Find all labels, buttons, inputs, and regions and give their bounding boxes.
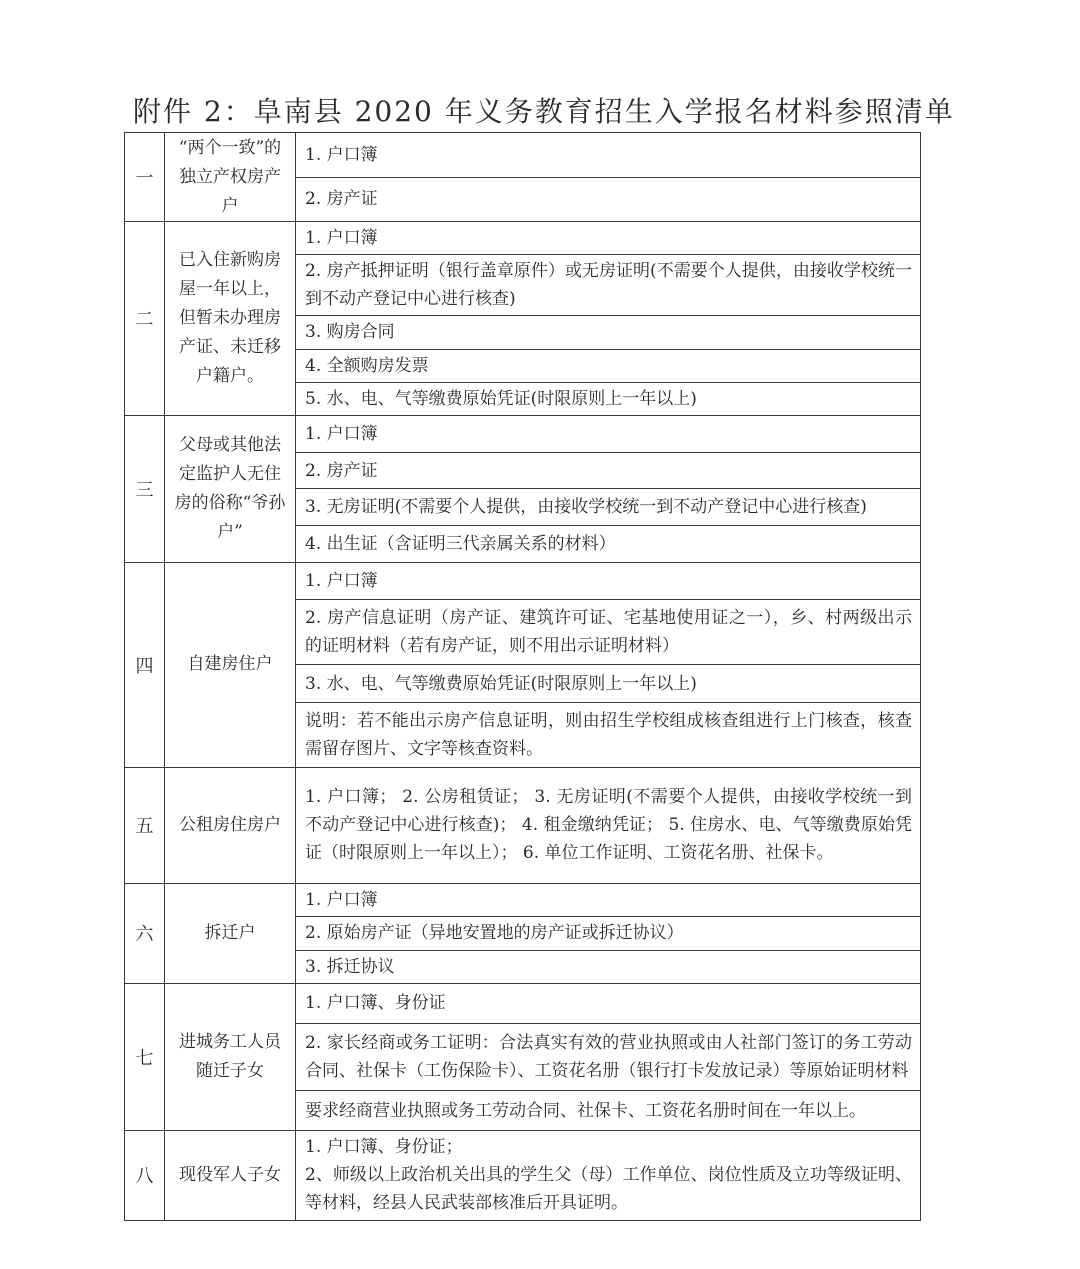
section-category: 现役军人子女 bbox=[165, 1130, 296, 1220]
list-item: 1. 户口簿 bbox=[296, 416, 920, 453]
table-row bbox=[125, 133, 921, 222]
section-category: 自建房住户 bbox=[165, 562, 296, 767]
list-item: 2. 家长经商或务工证明：合法真实有效的营业执照或由人社部门签订的务工劳动合同、社保卡（工伤保险卡）、工资花名册（银行打卡发放记录）等原始证明材料 bbox=[296, 1024, 920, 1092]
section-category: 进城务工人员随迁子女 bbox=[165, 983, 296, 1130]
list-item: 2. 房产证 bbox=[305, 189, 378, 210]
section-items bbox=[296, 983, 921, 1130]
list-item: 5. 水、电、气等缴费原始凭证(时限原则上一年以上) bbox=[305, 388, 697, 409]
table-row bbox=[125, 983, 921, 1130]
section-items bbox=[296, 133, 921, 222]
table-row bbox=[125, 767, 921, 883]
table-row bbox=[125, 222, 921, 416]
section-category: “两个一致”的独立产权房产户 bbox=[165, 133, 296, 222]
list-item: 说明：若不能出示房产信息证明，则由招生学校组成核查组进行上门核查，核查需留存图片、文字等核查资料。 bbox=[305, 710, 912, 759]
section-number: 五 bbox=[125, 767, 165, 883]
section-items bbox=[296, 562, 921, 767]
section-category: 拆迁户 bbox=[165, 883, 296, 983]
section-number: 六 bbox=[125, 883, 165, 983]
section-number: 三 bbox=[125, 415, 165, 562]
list-item: 1. 户口簿 bbox=[296, 884, 920, 917]
list-item: 4. 全额购房发票 bbox=[296, 350, 920, 383]
list-item: 2. 房产证 bbox=[296, 453, 920, 490]
list-item: 1. 户口簿 bbox=[296, 133, 920, 178]
list-item: 3. 拆迁协议 bbox=[305, 956, 395, 977]
section-items bbox=[296, 415, 921, 562]
list-item: 1. 户口簿； 2. 公房租赁证； 3. 无房证明(不需要个人提供，由接收学校统一到不动产登记中心进行核查)； 4. 租金缴纳凭证； 5. 住房水、电、气等缴费原始凭证（时限原则上一年以上）； 6. 单位工作证明、工资花名册、社保卡。 bbox=[305, 787, 912, 864]
list-item: 1. 户口簿 bbox=[296, 563, 920, 600]
list-item: 3. 购房合同 bbox=[296, 316, 920, 349]
table-row bbox=[125, 562, 921, 767]
section-number: 七 bbox=[125, 983, 165, 1130]
table-row bbox=[125, 1130, 921, 1220]
list-item: 1. 户口簿、身份证 bbox=[296, 984, 920, 1024]
page-title: 附件 2：阜南县 2020 年义务教育招生入学报名材料参照清单 bbox=[133, 95, 955, 128]
table-row bbox=[125, 415, 921, 562]
section-number: 四 bbox=[125, 562, 165, 767]
materials-table bbox=[124, 132, 921, 1221]
section-items bbox=[296, 222, 921, 416]
section-category: 公租房住房户 bbox=[165, 767, 296, 883]
section-number: 一 bbox=[125, 133, 165, 222]
section-number: 二 bbox=[125, 222, 165, 416]
section-category: 已入住新购房屋一年以上，但暂未办理房产证、未迁移户籍户。 bbox=[165, 222, 296, 416]
section-items bbox=[296, 1130, 921, 1220]
list-item: 1. 户口簿 bbox=[296, 222, 920, 255]
table-row bbox=[125, 883, 921, 983]
section-items bbox=[296, 767, 921, 883]
list-item: 1. 户口簿、身份证； 2、师级以上政治机关出具的学生父（母）工作单位、岗位性质及立功等级证明、等材料，经县人民武装部核准后开具证明。 bbox=[305, 1137, 912, 1214]
section-category: 父母或其他法定监护人无住房的俗称“爷孙户” bbox=[165, 415, 296, 562]
list-item: 要求经商营业执照或务工劳动合同、社保卡、工资花名册时间在一年以上。 bbox=[305, 1100, 866, 1121]
list-item: 3. 水、电、气等缴费原始凭证(时限原则上一年以上) bbox=[296, 665, 920, 702]
section-items bbox=[296, 883, 921, 983]
list-item: 4. 出生证（含证明三代亲属关系的材料） bbox=[305, 534, 616, 555]
section-number: 八 bbox=[125, 1130, 165, 1220]
list-item: 2. 房产信息证明（房产证、建筑许可证、宅基地使用证之一），乡、村两级出示的证明材料（若有房产证，则不用出示证明材料） bbox=[296, 600, 920, 665]
list-item: 3. 无房证明(不需要个人提供，由接收学校统一到不动产登记中心进行核查) bbox=[296, 489, 920, 526]
list-item: 2. 原始房产证（异地安置地的房产证或拆迁协议） bbox=[296, 917, 920, 950]
list-item: 2. 房产抵押证明（银行盖章原件）或无房证明(不需要个人提供，由接收学校统一到不动产登记中心进行核查) bbox=[296, 255, 920, 316]
